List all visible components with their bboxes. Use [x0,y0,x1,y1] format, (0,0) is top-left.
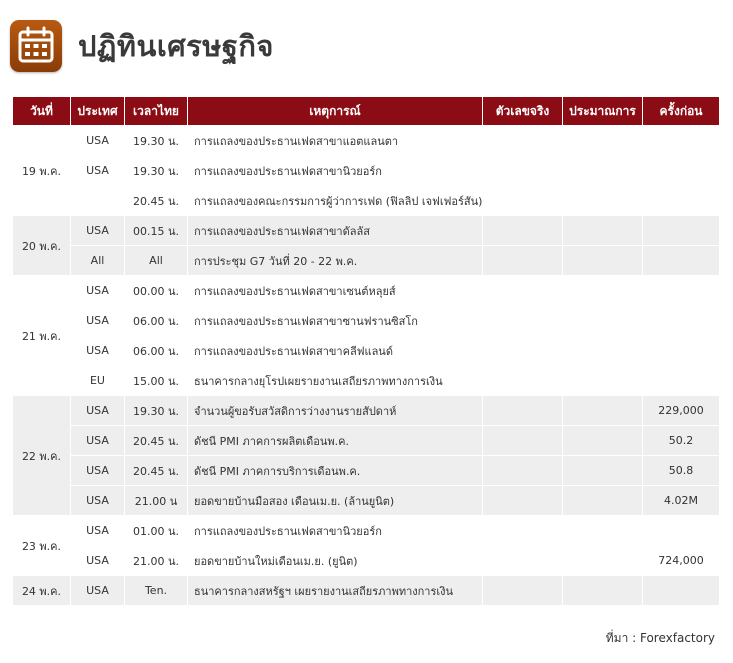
forecast-cell [563,486,642,515]
table-row [13,186,719,215]
column-header-date[interactable]: วันที่ [13,97,70,125]
date-cell: 23 พ.ค. [13,516,70,575]
actual-cell [483,126,562,155]
column-header-time[interactable]: เวลาไทย [125,97,187,125]
previous-cell [643,246,719,275]
actual-cell [483,426,562,455]
forecast-cell [563,366,642,395]
actual-cell [483,186,562,215]
actual-cell [483,486,562,515]
event-cell: ดัชนี PMI ภาคการผลิตเดือนพ.ค. [188,426,482,455]
actual-cell [483,456,562,485]
country-cell: USA [71,396,124,425]
previous-cell: 50.8 [643,456,719,485]
table-row [13,336,719,365]
actual-cell [483,276,562,305]
forecast-cell [563,546,642,575]
forecast-cell [563,306,642,335]
country-cell: USA [71,516,124,545]
table-row [13,576,719,605]
table-row [13,216,719,245]
event-cell: การแถลงของประธานเฟดสาขานิวยอร์ก [188,156,482,185]
table-row [13,426,719,455]
event-cell: การแถลงของประธานเฟดสาขาแอตแลนตา [188,126,482,155]
column-header-country[interactable]: ประเทศ [71,97,124,125]
event-cell: การแถลงของประธานเฟดสาขาดัลลัส [188,216,482,245]
country-cell: USA [71,576,124,605]
event-cell: การแถลงของคณะกรรมการผู้ว่าการเฟด (ฟิลลิป เจฟเฟอร์สัน) [188,186,482,215]
table-row [13,246,719,275]
country-cell: USA [71,546,124,575]
actual-cell [483,156,562,185]
country-cell: USA [71,336,124,365]
source-note: ที่มา : Forexfactory [605,631,715,645]
actual-cell [483,366,562,395]
time-cell: 21.00 น. [125,546,187,575]
forecast-cell [563,246,642,275]
previous-cell: 4.02M [643,486,719,515]
date-cell: 20 พ.ค. [13,216,70,275]
time-cell: Ten. [125,576,187,605]
time-cell: 20.45 น. [125,456,187,485]
table-row [13,306,719,335]
time-cell: 19.30 น. [125,126,187,155]
forecast-cell [563,126,642,155]
date-cell: 19 พ.ค. [13,126,70,215]
actual-cell [483,216,562,245]
forecast-cell [563,156,642,185]
table-row [13,126,719,155]
previous-cell [643,126,719,155]
event-cell: ยอดขายบ้านใหม่เดือนเม.ย. (ยูนิต) [188,546,482,575]
date-cell: 24 พ.ค. [13,576,70,605]
time-cell: 15.00 น. [125,366,187,395]
table-body [13,126,719,605]
country-cell: USA [71,486,124,515]
forecast-cell [563,216,642,245]
previous-cell [643,186,719,215]
time-cell: All [125,246,187,275]
forecast-cell [563,396,642,425]
country-cell: USA [71,306,124,335]
previous-cell [643,516,719,545]
previous-cell [643,306,719,335]
economic-calendar-table [12,96,720,606]
column-header-forecast[interactable]: ประมาณการ [563,97,642,125]
event-cell: การแถลงของประธานเฟดสาขาเซนต์หลุยส์ [188,276,482,305]
table-row [13,546,719,575]
calendar-icon [10,20,62,72]
actual-cell [483,396,562,425]
time-cell: 21.00 น [125,486,187,515]
previous-cell: 229,000 [643,396,719,425]
event-cell: การแถลงของประธานเฟดสาขาคลีฟแลนด์ [188,336,482,365]
table-row [13,516,719,545]
previous-cell: 50.2 [643,426,719,455]
country-cell [71,186,124,215]
previous-cell [643,216,719,245]
table-row [13,366,719,395]
actual-cell [483,546,562,575]
country-cell: USA [71,276,124,305]
forecast-cell [563,576,642,605]
actual-cell [483,306,562,335]
previous-cell [643,576,719,605]
column-header-actual[interactable]: ตัวเลขจริง [483,97,562,125]
column-header-event[interactable]: เหตุการณ์ [188,97,482,125]
event-cell: ธนาคารกลางสหรัฐฯ เผยรายงานเสถียรภาพทางการเงิน [188,576,482,605]
forecast-cell [563,276,642,305]
country-cell: USA [71,456,124,485]
actual-cell [483,336,562,365]
time-cell: 20.45 น. [125,186,187,215]
page-title: ปฏิทินเศรษฐกิจ [78,29,274,63]
event-cell: ธนาคารกลางยุโรปเผยรายงานเสถียรภาพทางการเงิน [188,366,482,395]
table-header-row [13,97,719,125]
event-cell: ยอดขายบ้านมือสอง เดือนเม.ย. (ล้านยูนิต) [188,486,482,515]
country-cell: All [71,246,124,275]
page-header [10,18,274,74]
table-row [13,156,719,185]
actual-cell [483,576,562,605]
column-header-previous[interactable]: ครั้งก่อน [643,97,719,125]
previous-cell: 724,000 [643,546,719,575]
actual-cell [483,516,562,545]
table-row [13,456,719,485]
country-cell: USA [71,156,124,185]
time-cell: 00.15 น. [125,216,187,245]
country-cell: EU [71,366,124,395]
date-cell: 22 พ.ค. [13,396,70,515]
date-cell: 21 พ.ค. [13,276,70,395]
forecast-cell [563,186,642,215]
time-cell: 19.30 น. [125,156,187,185]
event-cell: ดัชนี PMI ภาคการบริการเดือนพ.ค. [188,456,482,485]
table-row [13,396,719,425]
time-cell: 19.30 น. [125,396,187,425]
previous-cell [643,276,719,305]
time-cell: 06.00 น. [125,336,187,365]
time-cell: 01.00 น. [125,516,187,545]
actual-cell [483,246,562,275]
event-cell: การแถลงของประธานเฟดสาขานิวยอร์ก [188,516,482,545]
previous-cell [643,336,719,365]
table-row [13,486,719,515]
country-cell: USA [71,126,124,155]
event-cell: การแถลงของประธานเฟดสาขาซานฟรานซิสโก [188,306,482,335]
country-cell: USA [71,216,124,245]
forecast-cell [563,456,642,485]
forecast-cell [563,336,642,365]
previous-cell [643,156,719,185]
country-cell: USA [71,426,124,455]
event-cell: จำนวนผู้ขอรับสวัสดิการว่างงานรายสัปดาห์ [188,396,482,425]
time-cell: 20.45 น. [125,426,187,455]
previous-cell [643,366,719,395]
forecast-cell [563,426,642,455]
event-cell: การประชุม G7 วันที่ 20 - 22 พ.ค. [188,246,482,275]
table-row [13,276,719,305]
time-cell: 00.00 น. [125,276,187,305]
forecast-cell [563,516,642,545]
time-cell: 06.00 น. [125,306,187,335]
